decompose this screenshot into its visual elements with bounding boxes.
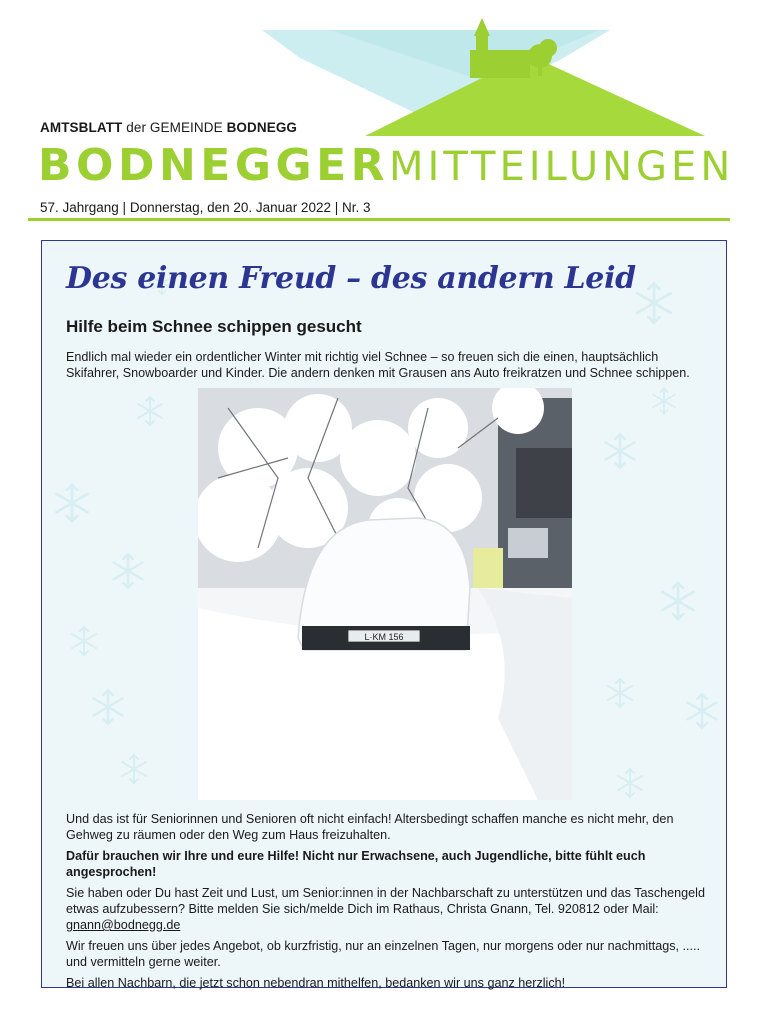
license-plate: L·KM 156 [364,632,404,642]
masthead-artwork [0,0,770,140]
email-link[interactable]: gnann@bodnegg.de [66,918,181,932]
article-headline: Des einen Freud – des andern Leid [66,261,636,296]
snow-covered-car-photo [198,388,572,800]
article-box [41,240,727,988]
paragraph-offers: Wir freuen uns über jedes Angebot, ob kurzfristig, nur an einzelnen Tagen, nur morgens oder nur nachmittags, ..... und vermitteln gerne weiter. [66,939,701,969]
paragraph-contact [66,885,708,933]
issue-line: 57. Jahrgang | Donnerstag, den 20. Januar 2022 | Nr. 3 [40,200,371,215]
header-divider [28,218,730,221]
publication-kicker: AMTSBLATT der GEMEINDE BODNEGG [40,120,298,135]
article-subheadline: Hilfe beim Schnee schippen gesucht [66,317,362,336]
masthead-bold: BODNEGGER [38,140,390,191]
masthead-light: MITTEILUNGEN [389,144,735,190]
paragraph-call-to-action: Dafür brauchen wir Ihre und eure Hilfe! Nicht nur Erwachsene, auch Jugendliche, bitte fühlt euch angesprochen! [66,849,646,879]
paragraph-thanks: Bei allen Nachbarn, die jetzt schon nebendran mithelfen, bedanken wir uns ganz herzlich! [66,976,566,990]
article-intro: Endlich mal wieder ein ordentlicher Winter mit richtig viel Schnee – so freuen sich die einen, hauptsächlich Skifahrer, Snowboarder und Kinder. Die andern denken mit Grausen ans Auto freikratzen und Schnee schippen. [66,350,690,380]
contact-text: Sie haben oder Du hast Zeit und Lust, um Senior:innen in der Nachbarschaft zu unterstützen und das Taschengeld etwas aufzubessern? Bitte melden Sie sich/melde Dich im Rathaus, Christa Gnann, Tel. 920812 oder Mail: [66,886,705,916]
article-body [66,811,708,996]
paragraph-seniors: Und das ist für Seniorinnen und Senioren oft nicht einfach! Altersbedingt schaffen manche es nicht mehr, den Gehweg zu räumen oder den Weg zum Haus freizuhalten. [66,812,674,842]
masthead-title [38,140,735,191]
